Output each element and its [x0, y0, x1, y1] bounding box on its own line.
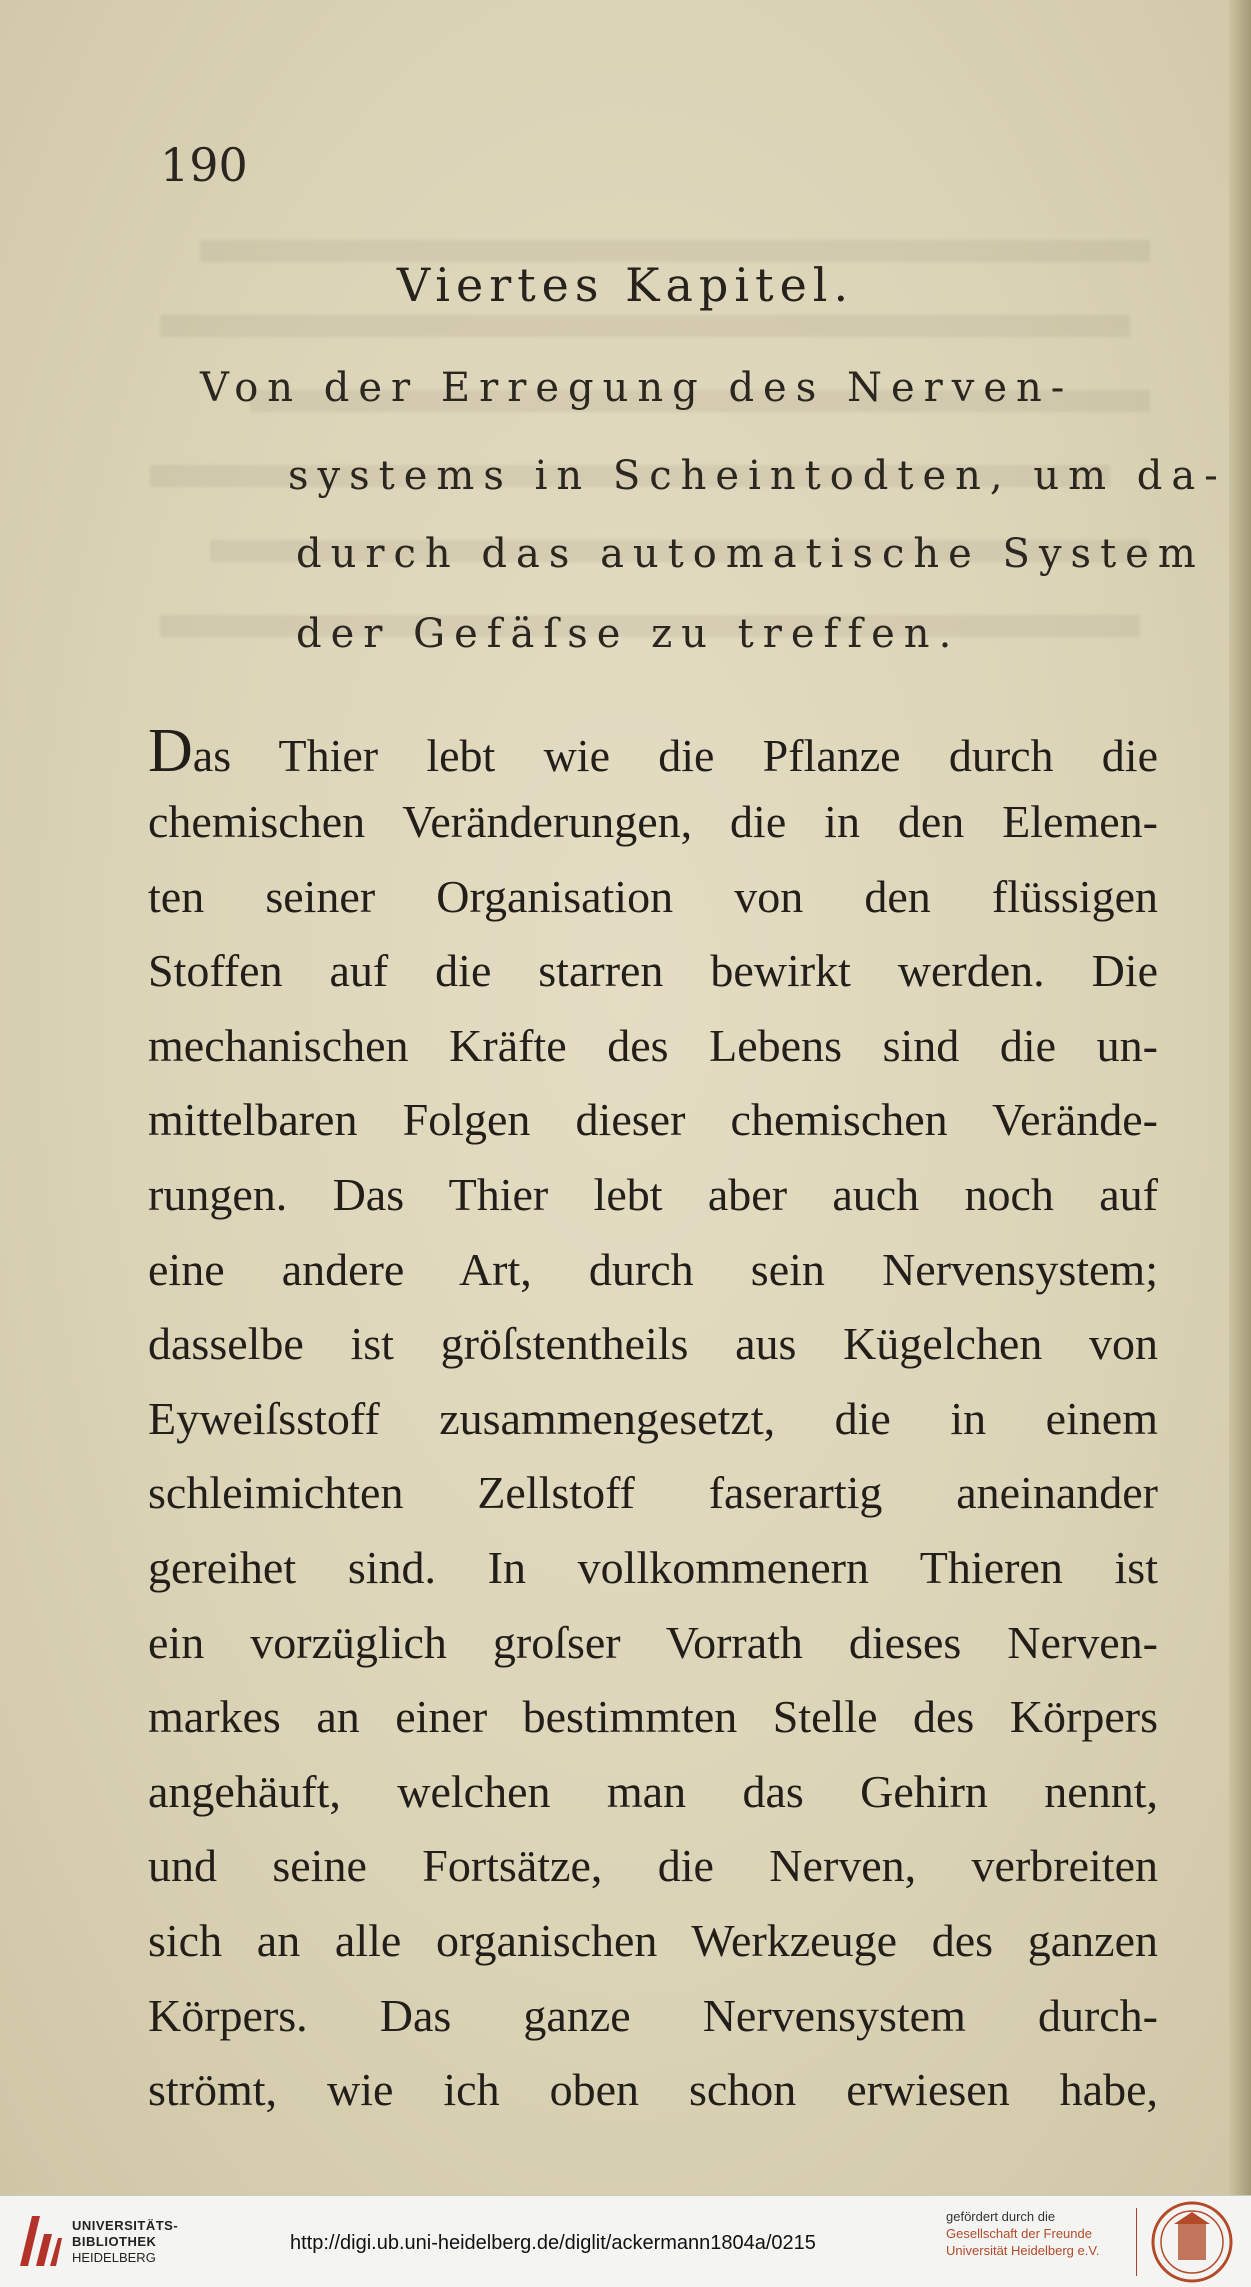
sponsor-name-line: Universität Heidelberg e.V. — [946, 2243, 1100, 2258]
body-line: angehäuft, welchen man das Gehirn nennt, — [148, 1766, 1158, 1817]
footer-bar — [0, 2195, 1251, 2287]
subtitle-line: durch das automatische System — [296, 531, 1205, 577]
body-line: markes an einer bestimmten Stelle des Körpers — [148, 1691, 1158, 1742]
body-line: Eyweiſsstoff zusammengesetzt, die in einem — [148, 1393, 1158, 1444]
body-line: Körpers. Das ganze Nervensystem durch- — [148, 1990, 1158, 2041]
body-line: chemischen Veränderungen, die in den Elemen- — [148, 796, 1158, 847]
sponsor-intro: gefördert durch die — [946, 2209, 1056, 2224]
library-name-line: BIBLIOTHEK — [72, 2234, 157, 2249]
body-line: schleimichten Zellstoff faserartig aneinander — [148, 1467, 1158, 1518]
body-line: gereihet sind. In vollkommenern Thieren ist — [148, 1542, 1158, 1593]
body-line: und seine Fortsätze, die Nerven, verbreiten — [148, 1840, 1158, 1891]
body-line: rungen. Das Thier lebt aber auch noch auf — [148, 1169, 1158, 1220]
body-line: eine andere Art, durch sein Nervensystem; — [148, 1244, 1158, 1295]
body-line — [148, 717, 1158, 785]
body-line: mittelbaren Folgen dieser chemischen Verände- — [148, 1094, 1158, 1145]
library-name-line: HEIDELBERG — [72, 2250, 156, 2265]
sponsor-text — [946, 2208, 1099, 2259]
page-edge-shadow — [1229, 0, 1251, 2195]
body-line: mechanischen Kräfte des Lebens sind die un- — [148, 1020, 1158, 1071]
library-name — [72, 2218, 178, 2266]
chapter-title: Viertes Kapitel. — [396, 258, 855, 312]
drop-cap: D — [148, 717, 193, 785]
subtitle-line: systems in Scheintodten, um da- — [288, 453, 1227, 499]
body-line: dasselbe ist gröſstentheils aus Kügelchen von — [148, 1318, 1158, 1369]
body-line: Stoffen auf die starren bewirkt werden. Die — [148, 945, 1158, 996]
body-line-text: as Thier lebt wie die Pflanze durch die — [192, 730, 1158, 781]
page-number: 190 — [160, 138, 248, 192]
library-name-line: UNIVERSITÄTS- — [72, 2218, 179, 2233]
footer-divider — [1136, 2208, 1137, 2276]
university-seal-icon — [1150, 2200, 1234, 2284]
permalink-url[interactable]: http://digi.ub.uni-heidelberg.de/diglit/ackermann1804a/0215 — [290, 2232, 816, 2254]
subtitle-line: der Gefäſse zu treffen. — [296, 611, 961, 657]
body-line: ten seiner Organisation von den flüssigen — [148, 871, 1158, 922]
body-line: strömt, wie ich oben schon erwiesen habe, — [148, 2064, 1158, 2115]
sponsor-name-line: Gesellschaft der Freunde — [946, 2226, 1092, 2241]
body-line: ein vorzüglich groſser Vorrath dieses Nerven- — [148, 1617, 1158, 1668]
library-logo-icon — [14, 2208, 64, 2272]
subtitle-line: Von der Erregung des Nerven- — [200, 365, 1074, 411]
body-line: sich an alle organischen Werkzeuge des ganzen — [148, 1915, 1158, 1966]
